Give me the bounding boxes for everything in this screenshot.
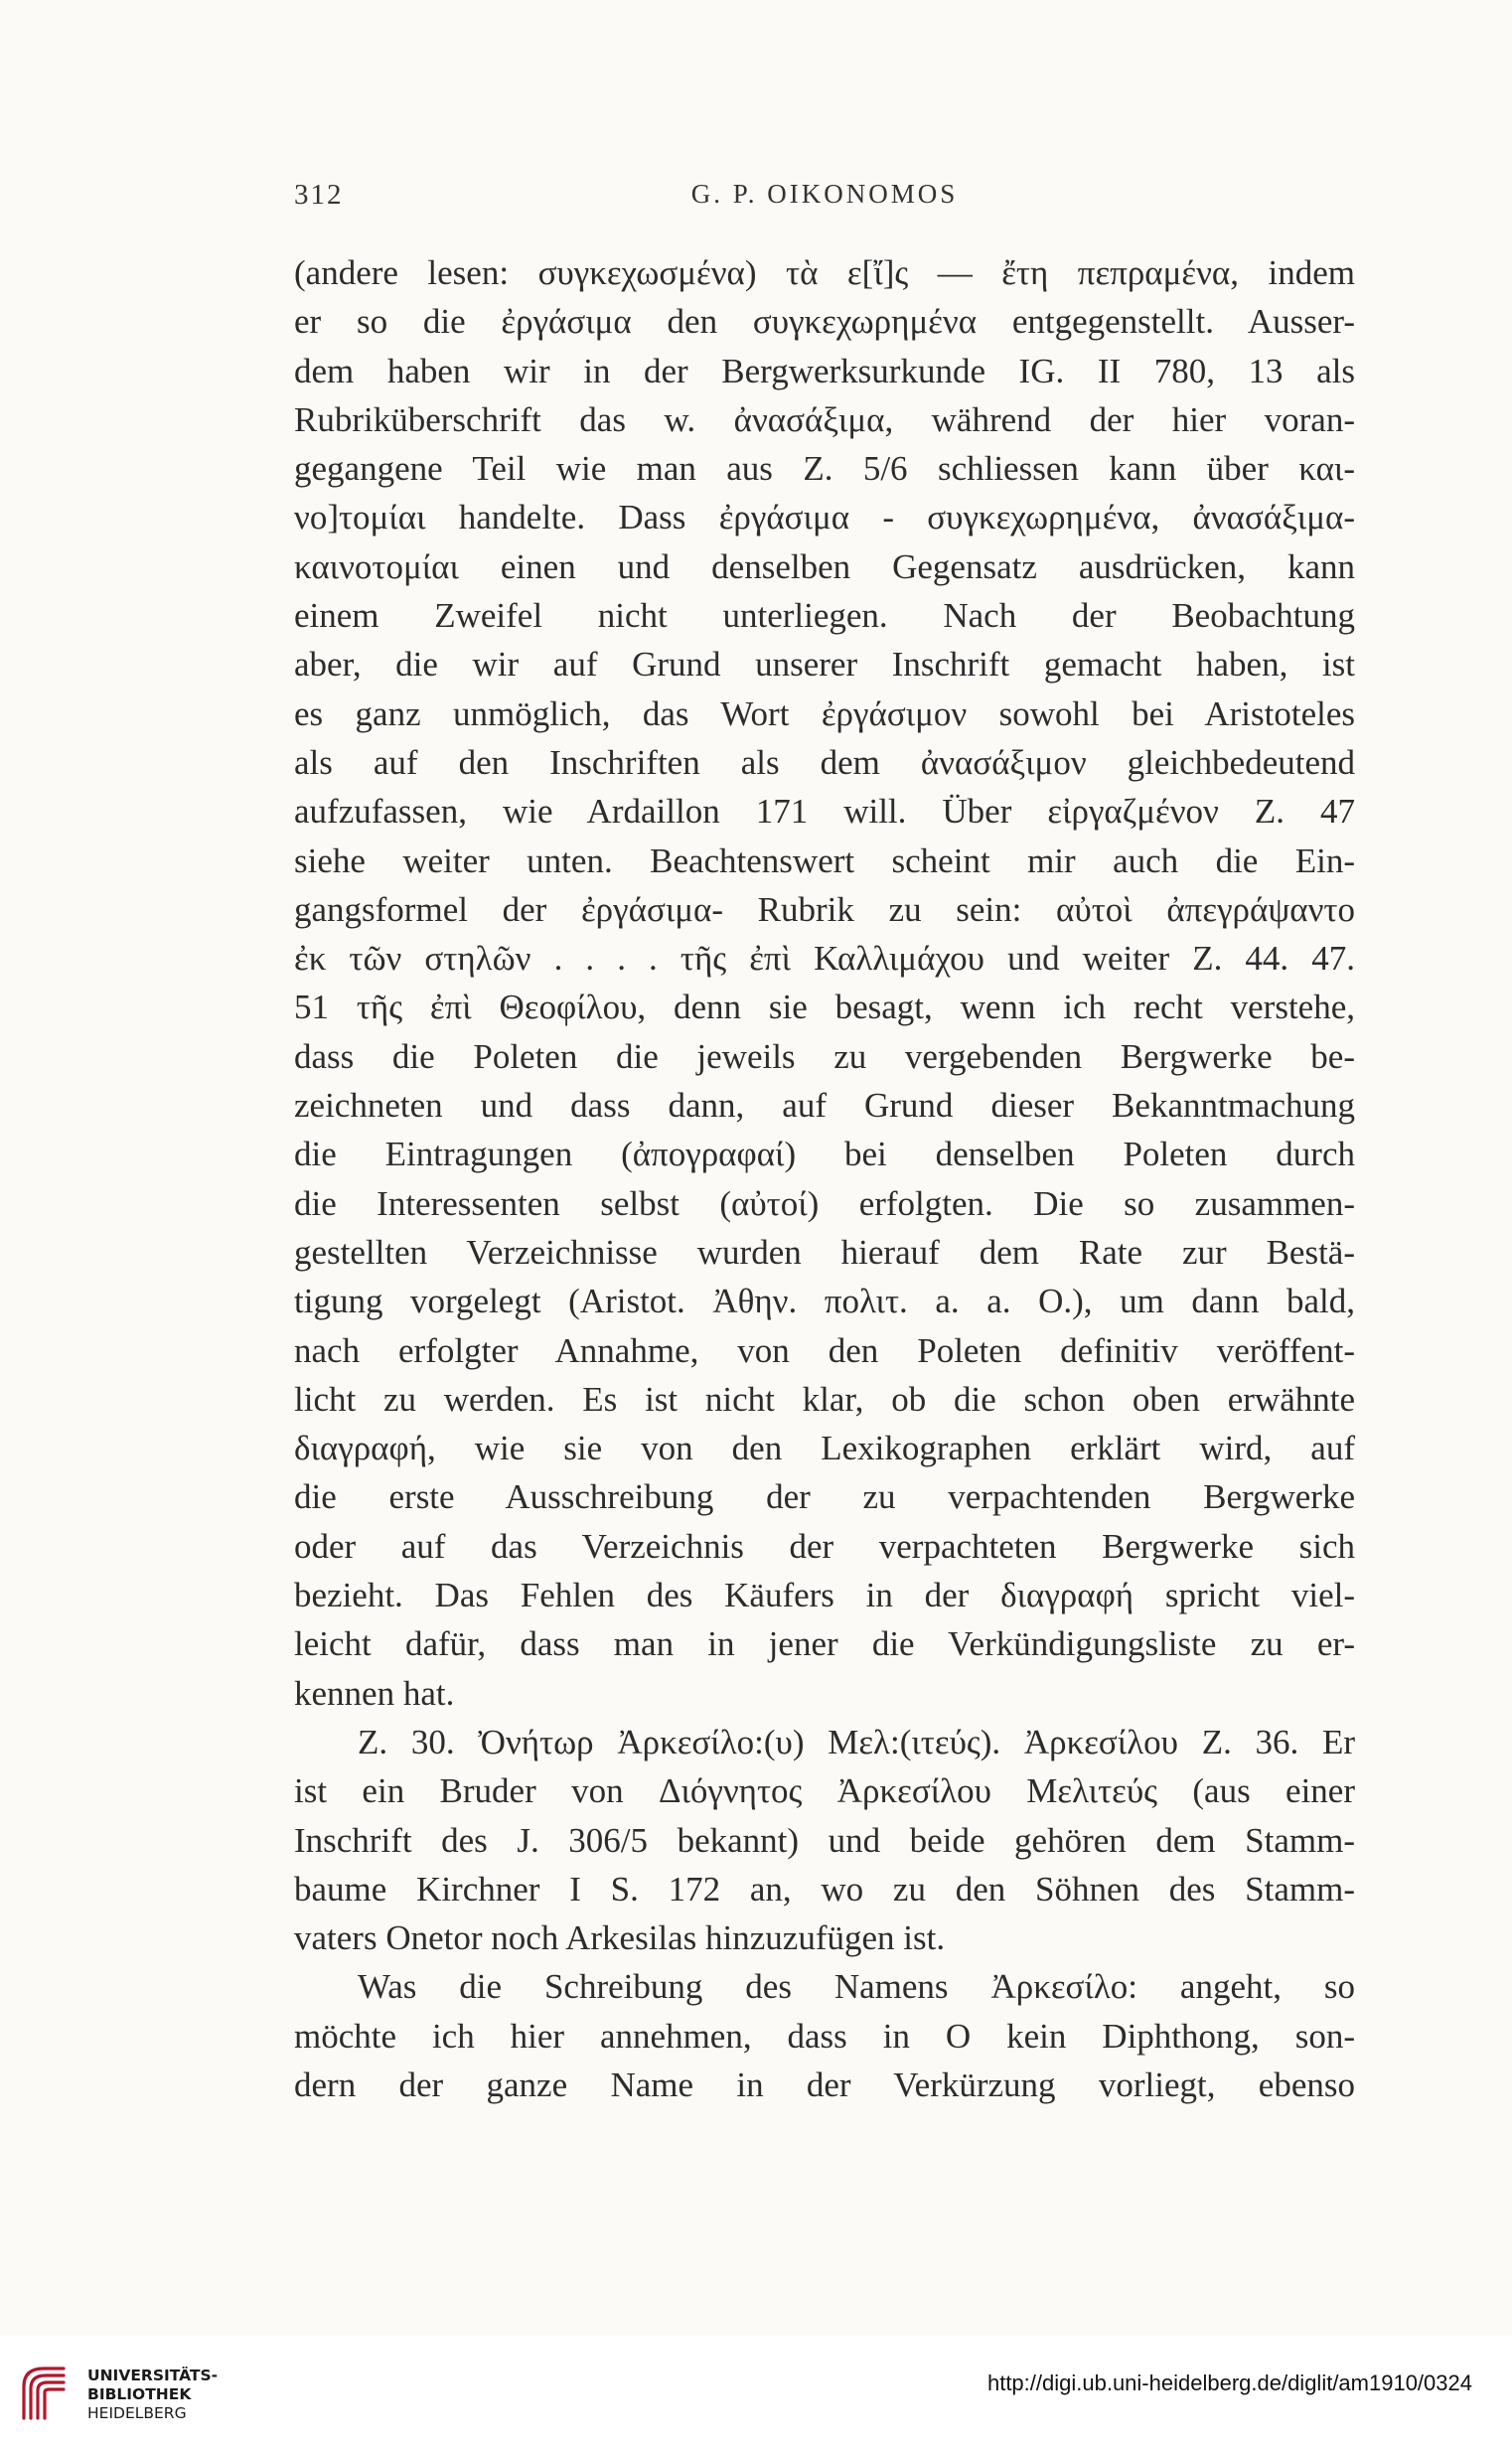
text-line: ἐκ τῶν στηλῶν . . . . τῆς ἐπὶ Καλλιμάχου und weiter Z. 44. 47. bbox=[294, 939, 1355, 979]
text-line: oder auf das Verzeichnis der verpachteten Bergwerke sich bbox=[294, 1526, 1355, 1566]
text-line: Was die Schreibung des Namens Ἀρκεσίλο: angeht, so bbox=[358, 1967, 1355, 2007]
text-line: die Interessenten selbst (αὐτοί) erfolgten. Die so zusammen- bbox=[294, 1183, 1355, 1223]
text-line: vaters Onetor noch Arkesilas hinzuzufügen ist. bbox=[294, 1918, 946, 1958]
text-line: kennen hat. bbox=[294, 1673, 455, 1713]
text-line: διαγραφή, wie sie von den Lexikographen erklärt wird, auf bbox=[294, 1429, 1355, 1468]
library-name bbox=[87, 2367, 218, 2423]
text-line: gegangene Teil wie man aus Z. 5/6 schliessen kann über και- bbox=[294, 449, 1355, 489]
text-line: siehe weiter unten. Beachtenswert scheint mir auch die Ein- bbox=[294, 841, 1355, 880]
text-line: leicht dafür, dass man in jener die Verkündigungsliste zu er- bbox=[294, 1624, 1355, 1664]
text-line: bezieht. Das Fehlen des Käufers in der διαγραφή spricht viel- bbox=[294, 1576, 1355, 1615]
library-name-line: BIBLIOTHEK bbox=[87, 2385, 192, 2403]
source-url-link[interactable]: http://digi.ub.uni-heidelberg.de/diglit/am1910/0324 bbox=[986, 2370, 1472, 2395]
text-line: ist ein Bruder von Διόγνητος Ἀρκεσίλου Μελιτεύς (aus einer bbox=[294, 1771, 1355, 1811]
text-line: zeichneten und dass dann, auf Grund dieser Bekanntmachung bbox=[294, 1086, 1355, 1126]
text-line: aufzufassen, wie Ardaillon 171 will. Über εἰργαζμένον Z. 47 bbox=[294, 792, 1355, 832]
text-line: Z. 30. Ὀνήτωρ Ἀρκεσίλο:(υ) Μελ:(ιτεύς). Ἀρκεσίλου Z. 36. Er bbox=[358, 1722, 1355, 1761]
text-line: als auf den Inschriften als dem ἀνασάξιμον gleichbedeutend bbox=[294, 742, 1355, 782]
text-line: Inschrift des J. 306/5 bekannt) und beide gehören dem Stamm- bbox=[294, 1820, 1355, 1860]
body-text bbox=[294, 248, 1355, 2109]
text-line: er so die ἐργάσιμα den συγκεχωρημένα entgegenstellt. Ausser- bbox=[294, 302, 1355, 342]
text-line: die erste Ausschreibung der zu verpachtenden Bergwerke bbox=[294, 1477, 1355, 1517]
text-line: gangsformel der ἐργάσιμα- Rubrik zu sein: αὐτοὶ ἀπεγράψαντο bbox=[294, 889, 1355, 929]
text-line: tigung vorgelegt (Aristot. Ἀθην. πολιτ. a. a. O.), um dann bald, bbox=[294, 1282, 1355, 1321]
footer-bar bbox=[0, 2335, 1512, 2446]
page-number: 312 bbox=[294, 179, 344, 211]
text-line: möchte ich hier annehmen, dass in O kein Diphthong, son- bbox=[294, 2016, 1355, 2056]
text-line: licht zu werden. Es ist nicht klar, ob die schon oben erwähnte bbox=[294, 1379, 1355, 1419]
header-title: G. P. OIKONOMOS bbox=[690, 179, 959, 209]
text-line: καινοτομίαι einen und denselben Gegensatz ausdrücken, kann bbox=[294, 546, 1355, 586]
library-name-line: HEIDELBERG bbox=[87, 2404, 187, 2422]
text-line: die Eintragungen (ἀπογραφαί) bei denselben Poleten durch bbox=[294, 1135, 1355, 1174]
text-line: (andere lesen: συγκεχωσμένα) τὰ ε[ἴ]ς — ἔτη πεπραμένα, indem bbox=[294, 253, 1355, 292]
text-line: gestellten Verzeichnisse wurden hierauf dem Rate zur Bestä- bbox=[294, 1232, 1355, 1272]
library-name-line: UNIVERSITÄTS- bbox=[87, 2367, 219, 2384]
text-line: baume Kirchner I S. 172 an, wo zu den Söhnen des Stamm- bbox=[294, 1869, 1355, 1909]
text-line: einem Zweifel nicht unterliegen. Nach der Beobachtung bbox=[294, 596, 1355, 636]
text-line: 51 τῆς ἐπὶ Θεοφίλου, denn sie besagt, wenn ich recht verstehe, bbox=[294, 988, 1355, 1027]
library-logo-icon bbox=[18, 2363, 70, 2422]
text-line: es ganz unmöglich, das Wort ἐργάσιμον sowohl bei Aristoteles bbox=[294, 693, 1355, 733]
text-line: dem haben wir in der Bergwerksurkunde IG. II 780, 13 als bbox=[294, 351, 1355, 390]
text-line: dern der ganze Name in der Verkürzung vorliegt, ebenso bbox=[294, 2064, 1355, 2104]
running-head bbox=[294, 179, 1355, 219]
text-line: νο]τομίαι handelte. Dass ἐργάσιμα - συγκεχωρημένα, ἀνασάξιμα- bbox=[294, 498, 1355, 537]
text-line: dass die Poleten die jeweils zu vergebenden Bergwerke be- bbox=[294, 1036, 1355, 1076]
text-line: Rubriküberschrift das w. ἀνασάξιμα, während der hier voran- bbox=[294, 399, 1355, 439]
text-line: aber, die wir auf Grund unserer Inschrift gemacht haben, ist bbox=[294, 645, 1355, 685]
text-line: nach erfolgter Annahme, von den Poleten definitiv veröffent- bbox=[294, 1330, 1355, 1370]
